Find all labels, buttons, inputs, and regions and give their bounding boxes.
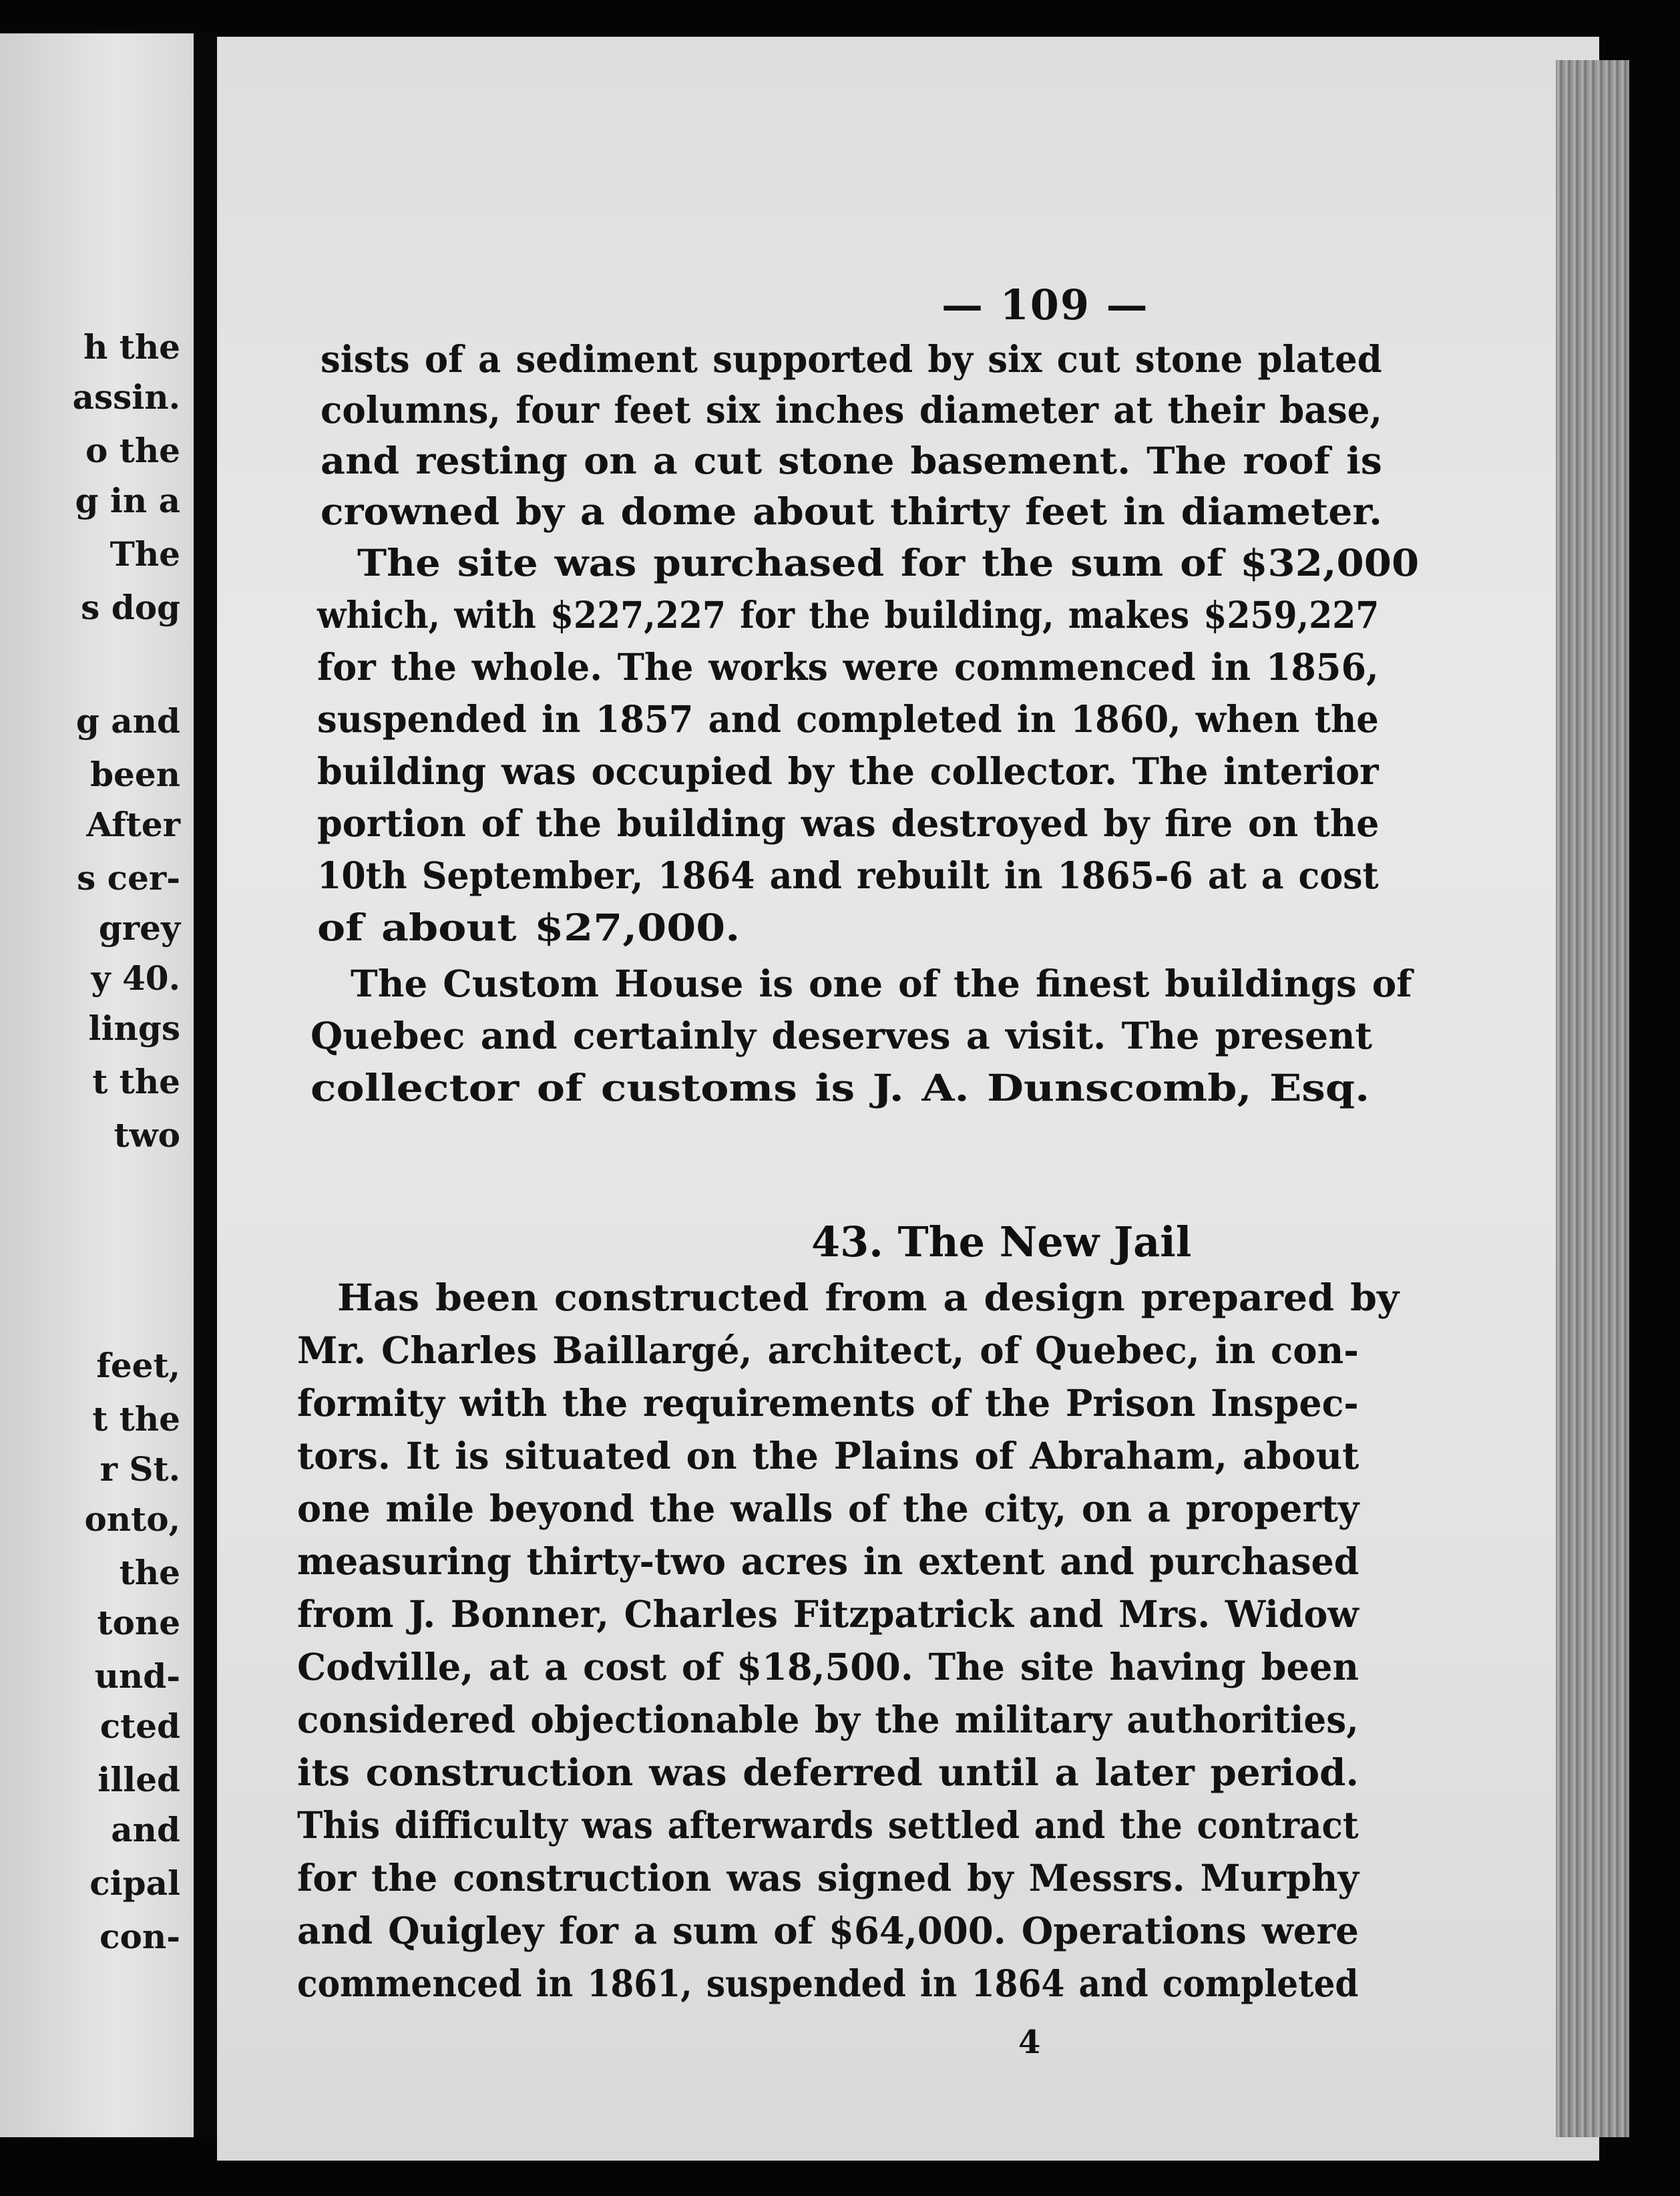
left-page-text-line: After — [86, 805, 180, 844]
left-page-text-line: two — [114, 1115, 180, 1155]
left-page-text-line: illed — [97, 1760, 180, 1799]
signature-mark: 4 — [1018, 2024, 1041, 2061]
left-page-text-line: cted — [99, 1706, 180, 1746]
text-line: building was occupied by the collector. The interior — [317, 749, 1379, 793]
text-line: for the construction was signed by Messrs. Murphy — [297, 1856, 1359, 1899]
text-line: its construction was deferred until a later period. — [297, 1751, 1359, 1794]
book-gutter — [194, 33, 217, 2137]
book-page — [217, 37, 1599, 2161]
left-page-text-line: The — [110, 534, 180, 574]
section-heading: 43. The New Jail — [811, 1218, 1192, 1266]
left-page-text-line: tone — [97, 1603, 180, 1642]
text-line: The Custom House is one of the finest buildings of — [351, 962, 1412, 1005]
text-line: commenced in 1861, suspended in 1864 and completed — [297, 1962, 1359, 2005]
left-page-text-line: been — [90, 755, 180, 794]
left-page-text-line: y 40. — [91, 958, 180, 998]
text-line: considered objectionable by the military authorities, — [297, 1698, 1359, 1741]
left-page-text-line: assin. — [72, 377, 180, 417]
left-page-text-line: grey — [98, 908, 180, 948]
text-line: of about $27,000. — [317, 906, 741, 949]
text-line: from J. Bonner, Charles Fitzpatrick and Mrs. Widow — [297, 1592, 1359, 1636]
previous-page-fragment — [0, 33, 194, 2137]
left-page-text-line: feet, — [96, 1346, 180, 1385]
text-line: This difficulty was afterwards settled and the contract — [297, 1803, 1359, 1847]
text-line: tors. It is situated on the Plains of Abraham, about — [297, 1434, 1359, 1477]
text-line: columns, four feet six inches diameter at their base, — [321, 388, 1382, 431]
left-page-text-line: und- — [94, 1656, 180, 1696]
left-page-text-line: g in a — [75, 481, 180, 520]
left-page-text-line: the — [119, 1553, 180, 1592]
text-line: Quebec and certainly deserves a visit. The present — [310, 1014, 1373, 1057]
left-page-text-line: t the — [92, 1399, 180, 1439]
page-number: — 109 — — [941, 281, 1149, 329]
text-line: and Quigley for a sum of $64,000. Operations were — [297, 1909, 1359, 1952]
left-page-text-line: r St. — [99, 1449, 180, 1489]
text-line: The site was purchased for the sum of $32,000 — [357, 541, 1420, 584]
left-page-text-line: s dog — [81, 588, 180, 627]
left-page-text-line: t the — [92, 1062, 180, 1101]
text-line: and resting on a cut stone basement. The roof is — [321, 439, 1382, 482]
text-line: crowned by a dome about thirty feet in diameter. — [321, 490, 1382, 533]
text-line: suspended in 1857 and completed in 1860, when the — [317, 697, 1379, 741]
left-page-text-line: onto, — [84, 1499, 180, 1539]
left-page-text-line: g and — [75, 701, 180, 741]
text-line: for the whole. The works were commenced in 1856, — [317, 645, 1379, 689]
text-line: Codville, at a cost of $18,500. The site having been — [297, 1645, 1359, 1688]
left-page-text-line: con- — [99, 1917, 180, 1956]
text-line: collector of customs is J. A. Dunscomb, Esq. — [310, 1066, 1370, 1109]
left-page-text-line: s cer- — [77, 858, 180, 898]
text-line: measuring thirty-two acres in extent and purchased — [297, 1539, 1359, 1583]
left-page-text-line: lings — [88, 1009, 180, 1048]
left-page-text-line: and — [111, 1810, 180, 1849]
left-page-text-line: cipal — [89, 1863, 180, 1903]
text-line: formity with the requirements of the Prison Inspec- — [297, 1381, 1359, 1425]
text-line: portion of the building was destroyed by fire on the — [317, 801, 1380, 845]
text-line: Has been constructed from a design prepared by — [337, 1276, 1400, 1319]
left-page-text-line: h the — [83, 327, 180, 367]
text-line: Mr. Charles Baillargé, architect, of Quebec, in con- — [297, 1328, 1359, 1372]
text-line: sists of a sediment supported by six cut stone plated — [321, 337, 1382, 381]
text-line: 10th September, 1864 and rebuilt in 1865-6 at a cost — [317, 854, 1379, 897]
text-line: one mile beyond the walls of the city, on a property — [297, 1487, 1359, 1530]
left-page-text-line: o the — [85, 431, 180, 470]
page-edges — [1556, 60, 1629, 2137]
text-line: which, with $227,227 for the building, makes $259,227 — [317, 593, 1380, 636]
